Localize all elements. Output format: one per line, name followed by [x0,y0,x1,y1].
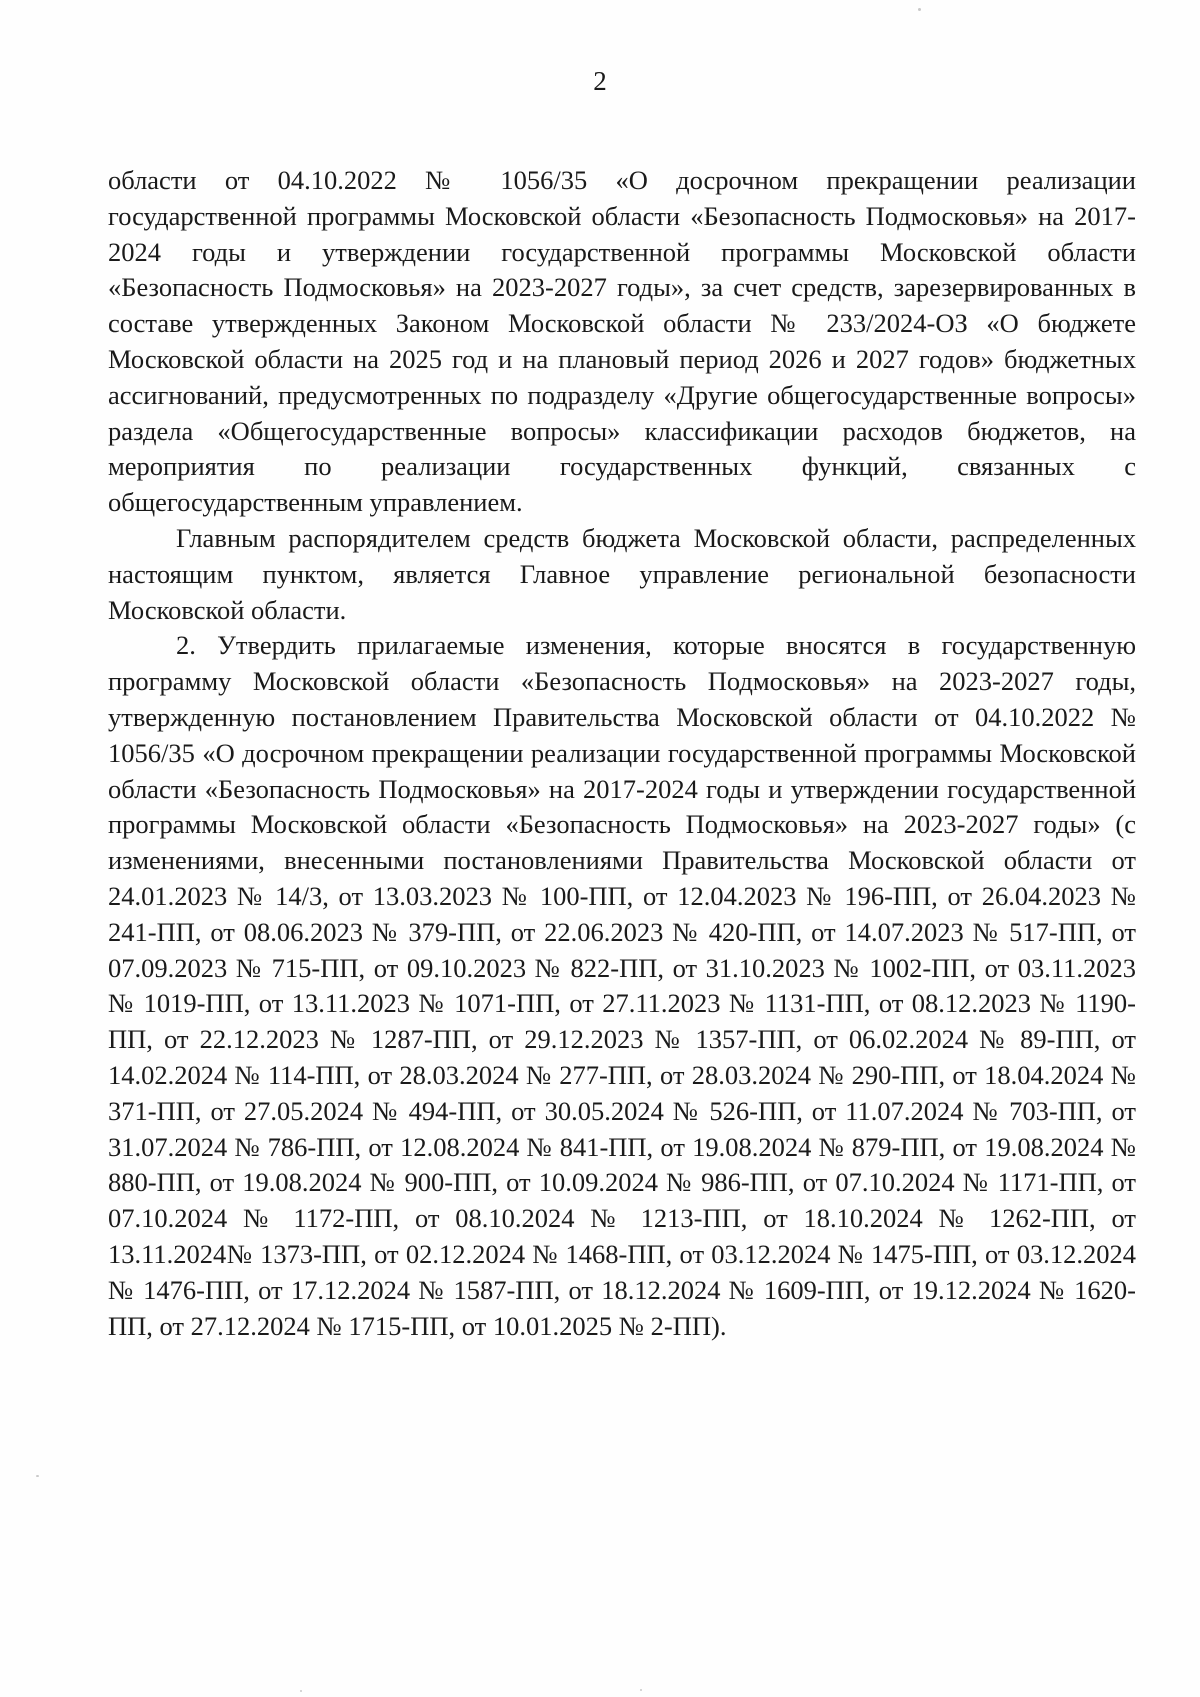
paragraph-approve-changes: 2. Утвердить прилагаемые изменения, которые вносятся в государственную программу Московской области «Безопасность Подмосковья» на 2023-2027 годы, утвержденную постановлением Правительства Московской области от 04.10.2022 № 1056/35 «О досрочном прекращении реализации государственной программы Московской области «Безопасность Подмосковья» на 2017-2024 годы и утверждении государственной программы Московской области «Безопасность Подмосковья» на 2023-2027 годы» (с изменениями, внесенными постановлениями Правительства Московской области от 24.01.2023 № 14/3, от 13.03.2023 № 100-ПП, от 12.04.2023 № 196-ПП, от 26.04.2023 № 241-ПП, от 08.06.2023 № 379-ПП, от 22.06.2023 № 420-ПП, от 14.07.2023 № 517-ПП, от 07.09.2023 № 715-ПП, от 09.10.2023 № 822-ПП, от 31.10.2023 № 1002-ПП, от 03.11.2023 № 1019-ПП, от 13.11.2023 № 1071-ПП, от 27.11.2023 № 1131-ПП, от 08.12.2023 № 1190-ПП, от 22.12.2023 № 1287-ПП, от 29.12.2023 № 1357-ПП, от 06.02.2024 № 89-ПП, от 14.02.2024 № 114-ПП, от 28.03.2024 № 277-ПП, от 28.03.2024 № 290-ПП, от 18.04.2024 № 371-ПП, от 27.05.2024 № 494-ПП, от 30.05.2024 № 526-ПП, от 11.07.2024 № 703-ПП, от 31.07.2024 № 786-ПП, от 12.08.2024 № 841-ПП, от 19.08.2024 № 879-ПП, от 19.08.2024 № 880-ПП, от 19.08.2024 № 900-ПП, от 10.09.2024 № 986-ПП, от 07.10.2024 № 1171-ПП, от 07.10.2024 № 1172-ПП, от 08.10.2024 № 1213-ПП, от 18.10.2024 № 1262-ПП, от 13.11.2024№ 1373-ПП, от 02.12.2024 № 1468-ПП, от 03.12.2024 № 1475-ПП, от 03.12.2024 № 1476-ПП, от 17.12.2024 № 1587-ПП, от 18.12.2024 № 1609-ПП, от 19.12.2024 № 1620-ПП, от 27.12.2024 № 1715-ПП, от 10.01.2025 № 2-ПП). [108,630,1136,1341]
paragraph-continuation: области от 04.10.2022 № 1056/35 «О досрочном прекращении реализации государственной программы Московской области «Безопасность Подмосковья» на 2017-2024 годы и утверждении государственной программы Московской области «Безопасность Подмосковья» на 2023-2027 годы», за счет средств, зарезервированных в составе утвержденных Законом Московской области № 233/2024-ОЗ «О бюджете Московской области на 2025 год и на плановый период 2026 и 2027 годов» бюджетных ассигнований, предусмотренных по подразделу «Другие общегосударственные вопросы» раздела «Общегосударственные вопросы» классификации расходов бюджетов, на мероприятия по реализации государственных функций, связанных с общегосударственным управлением. [108,165,1136,518]
paragraph-chief-administrator: Главным распорядителем средств бюджета Московской области, распределенных настоящим пунктом, является Главное управление региональной безопасности Московской области. [108,522,1136,625]
document-body [108,163,1136,1344]
page-number: 2 [593,66,607,96]
scan-speck [918,8,921,11]
scan-speck [36,1475,39,1477]
scan-speck [300,1690,302,1692]
scan-speck [640,1689,642,1691]
